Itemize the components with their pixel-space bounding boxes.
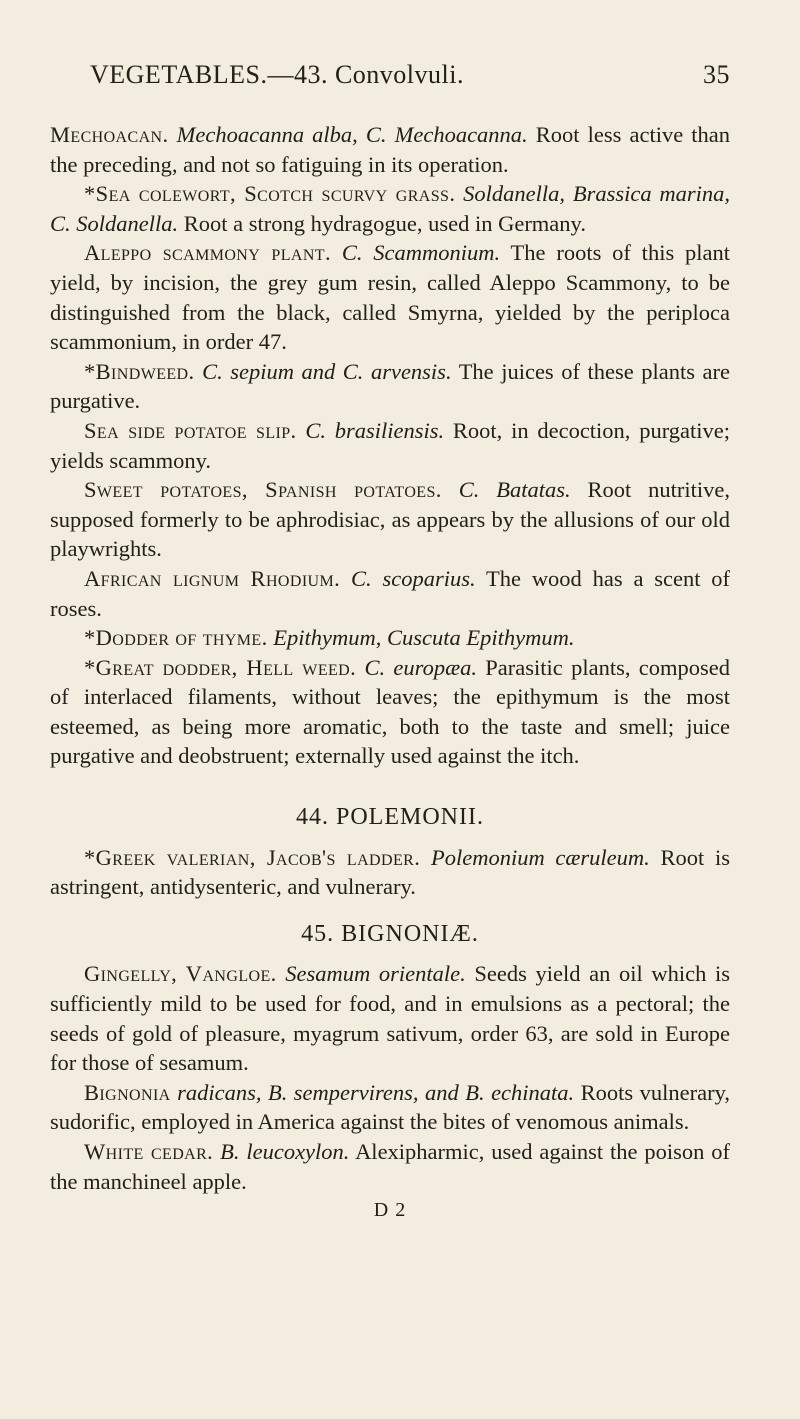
entry-name: *Dodder of thyme. <box>84 625 268 651</box>
entry-text: Root nutritive, supposed formerly to be aphrodisiac, as appears by the allusions of our old playwrights. <box>50 477 731 562</box>
entry-bindweed <box>50 357 730 416</box>
entry-sweet-potatoes <box>50 475 730 564</box>
section-heading-polemonii: 44. POLEMONII. <box>296 804 484 831</box>
entry-text: Alexipharmic, used against the poison of the manchineel apple. <box>50 1139 730 1194</box>
entry-name: African lignum Rhodium. <box>84 565 341 591</box>
entry-sea-side-potatoe <box>50 416 730 475</box>
entry-aleppo-scammony <box>50 238 730 356</box>
entry-text: Parasitic plants, composed of interlaced filaments, without leaves; the epithymum is the most esteemed, as being more aromatic, both to the taste and smell; juice purgative and deobstruent; externally used against the itch. <box>50 654 731 769</box>
page-number: 35 <box>703 60 730 89</box>
entry-text: Root a strong hydragogue, used in Germany. <box>183 210 586 236</box>
entry-name: *Bindweed. <box>84 358 195 384</box>
entry-name: Mechoacan. <box>50 122 169 147</box>
entry-name: Sea side potatoe slip. <box>84 417 297 443</box>
entry-name: Gingelly, Vangloe. <box>84 961 277 987</box>
page-body <box>50 120 730 1226</box>
entry-latin: Mechoacanna alba, C. Mechoacanna. <box>176 122 528 147</box>
entry-text: Root is astringent, antidysenteric, and vulnerary. <box>50 844 731 900</box>
entry-name: Sweet potatoes, Spanish potatoes. <box>84 477 442 503</box>
entry-white-cedar <box>50 1137 730 1196</box>
entry-latin: Epithymum, Cuscuta Epithymum. <box>273 625 575 651</box>
entry-latin: C. Batatas. <box>458 477 571 503</box>
entry-gingelly <box>50 959 730 1077</box>
entry-name: *Greek valerian, Jacob's ladder. <box>84 844 421 870</box>
entry-text: Root, in decoction, purgative; yields scammony. <box>50 417 731 473</box>
running-title: VEGETABLES.—43. Convolvuli. <box>90 60 464 89</box>
entry-text: The wood has a scent of roses. <box>50 565 731 621</box>
section-heading-bignoniae: 45. BIGNONIÆ. <box>301 920 479 947</box>
entry-latin: C. scoparius. <box>351 565 476 591</box>
entry-name: Bignonia <box>84 1079 171 1105</box>
entry-latin: C. Scammonium. <box>341 240 501 266</box>
entry-text: Seeds yield an oil which is sufficiently mild to be used for food, and in emulsions as a pectoral; the seeds of gold of pleasure, myagrum sativum, order 63, are sold in Europe for those of sesamum. <box>50 961 731 1076</box>
entry-mechoacan <box>50 120 730 179</box>
entry-greek-valerian <box>50 843 730 902</box>
entry-latin: radicans, B. sempervirens, and B. echinata. <box>177 1079 575 1105</box>
signature-mark: D 2 <box>373 1199 407 1222</box>
entry-text: Root less active than the preceding, and not so fatiguing in its operation. <box>50 122 731 177</box>
entry-name: Aleppo scammony plant. <box>84 240 331 266</box>
entry-name: *Sea colewort, Scotch scurvy grass. <box>84 181 456 207</box>
entry-bignonia <box>50 1078 730 1137</box>
entry-latin: Soldanella, Brassica marina, C. Soldanella. <box>50 181 731 236</box>
entry-great-dodder <box>50 653 730 771</box>
entry-text: The roots of this plant yield, by incision, the grey gum resin, called Aleppo Scammony, to be distinguished from the black, called Smyrna, yielded by the periploca scammonium, in order 47. <box>50 240 730 355</box>
entry-name: White cedar. <box>84 1139 214 1164</box>
entry-latin: C. brasiliensis. <box>305 417 445 443</box>
entry-latin: Polemonium cæruleum. <box>430 844 650 870</box>
entry-text: Roots vulnerary, sudorific, employed in America against the bites of venomous animals. <box>50 1079 730 1135</box>
entry-latin: C. sepium and C. arvensis. <box>202 358 452 384</box>
entry-dodder-of-thyme <box>50 623 730 653</box>
entry-latin: C. europæa. <box>364 654 477 680</box>
entry-text: The juices of these plants are purgative. <box>50 358 730 414</box>
entry-lignum-rhodium <box>50 564 730 623</box>
entry-latin: B. leucoxylon. <box>220 1139 350 1164</box>
entry-name: *Great dodder, Hell weed. <box>84 654 357 680</box>
entry-sea-colewort <box>50 179 730 238</box>
entry-latin: Sesamum orientale. <box>285 961 466 987</box>
